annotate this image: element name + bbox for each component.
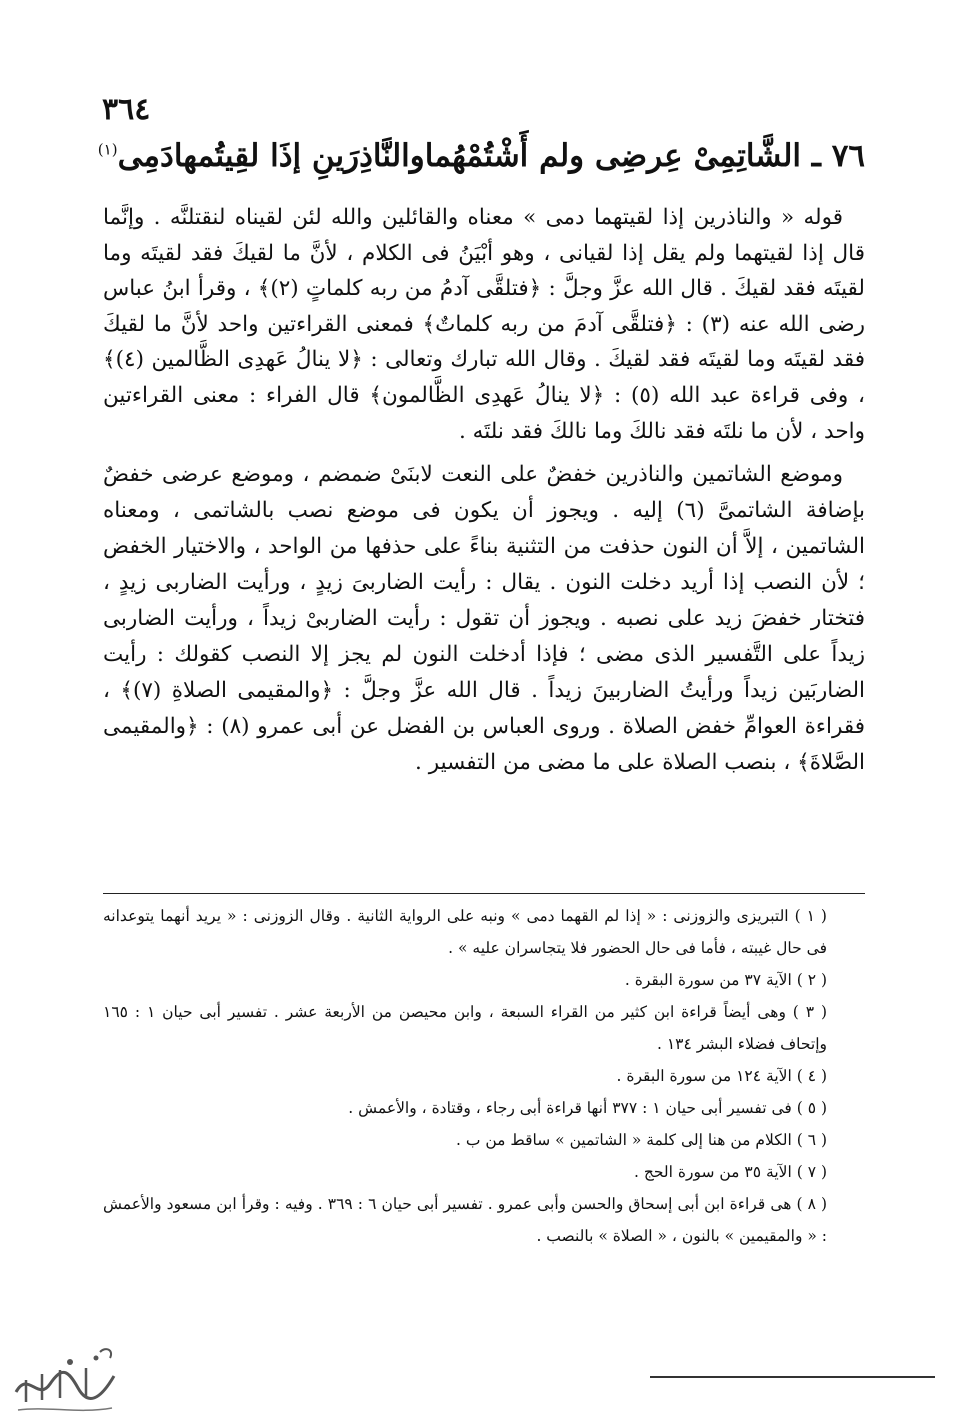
footnote-4: ( ٤ ) الآية ١٢٤ من سورة البقرة . xyxy=(616,1067,827,1085)
footnote-5: ( ٥ ) فى تفسير أبى حيان ١ : ٣٧٧ أنها قراءة أبى رجاء ، وقتادة ، والأعمش . xyxy=(348,1099,827,1117)
verse-heading xyxy=(97,138,865,174)
footnote-2: ( ٢ ) الآية ٣٧ من سورة البقرة . xyxy=(624,971,827,989)
commentary-paragraph-1: قوله « والناذرين إذا لقيتهما دمى » معناه والقائلين والله لئن لقيناه لنقتلنَّه . وإنَّما قال إذا لقيتهما ولم يقل إذا لقيانى ، وهو أبْيَنُ فى الكلام ، لأنَّ ما لقيكَ فقد لقيتَه وما لقيتَه فقد لقيكَ . قال الله عزَّ وجلَّ : ﴿فتلقَّى آدمُ من ربه كلماتٍ (٢)﴾ ، وقرأ ابنُ عباس رضى الله عنه (٣) : ﴿فتلقَّى آدمَ من ربه كلماتٌ﴾ فمعنى القراءتين واحد لأنَّ ما لقيكَ فقد لقيتَه وما لقيتَه فقد لقيكَ . وقال الله تبارك وتعالى : ﴿لا ينالُ عَهدِى الظَّالمين (٤)﴾ ، وفى قراءة عبد الله (٥) : ﴿لا ينالُ عَهدِى الظَّالمون﴾ قال الفراء : معنى القراءتين واحد ، لأن ما نلتَه فقد نالكَ وما نالكَ فقد نلتَه . xyxy=(103,205,865,444)
footnote-6: ( ٦ ) الكلام من هنا إلى كلمة « الشاتمين » ساقط من ب . xyxy=(456,1131,827,1149)
bottom-divider xyxy=(650,1376,935,1378)
verse-first-hemistich xyxy=(425,138,865,174)
footnote-7: ( ٧ ) الآية ٣٥ من سورة الحج . xyxy=(634,1163,827,1181)
verse-second-hemistich xyxy=(98,138,425,174)
page-number: ٣٦٤ xyxy=(102,92,151,127)
commentary-body xyxy=(103,200,865,781)
footnote-divider xyxy=(103,893,865,894)
verse-first-hemistich-text: ٧٦ ـ الشَّاتِمِىْ عِرضِى ولم أَشْتُمْهُما xyxy=(424,138,865,174)
footnote-1: ( ١ ) التبريزى والزوزنى : « إذا لم القهما دمى » ونبه على الرواية الثانية . وقال الزوزنى : « يريد أنهما يتوعدانه فى حال غيبته ، فأما فى حال الحضور فلا يتجاسران عليه » . xyxy=(103,907,827,957)
watermark-calligraphy-icon xyxy=(8,1340,123,1420)
footnotes-list xyxy=(103,900,865,1252)
commentary-paragraph-2: وموضع الشاتمين والناذرين خفضٌ على النعت لابنَىْ ضمضم ، وموضع عرضى خفضٌ بإضافة الشاتمىَّ (٦) إليه . ويجوز أن يكون فى موضع نصب بالشاتمى ، ومعناه الشاتمين ، إلاَّ أن النون حذفت من التثنية بناءً على حذفها من الواحد ، والاختيار الخفض ؛ لأن النصب إذا أريد دخلت النون . يقال : رأيت الضاربىَ زيدٍ ، ورأيت الضاربى زيدٍ ، فتختار خفضَ زيد على نصبه . ويجوز أن تقول : رأيت الضاربىْ زيداً ، ورأيت الضاربى زيداً على التَّفسير الذى مضى ؛ فإذا أدخلت النون لم يجز إلا النصب كقولك : رأيت الضاربَين زيداً ورأيتُ الضاربينَ زيداً . قال الله عزَّ وجلَّ : ﴿والمقيمى الصلاةِ (٧)﴾ ، فقراءة العوامِّ خفض الصلاة . وروى العباس بن الفضل عن أبى عمرو (٨) : ﴿والمقيمى الصَّلاةَ﴾ ، بنصب الصلاة على ما مضى من التفسير . xyxy=(103,462,866,776)
verse-footnote-ref: (١) xyxy=(97,140,118,159)
verse-second-hemistich-text: والنَّاذِرَينِ إذَا لقِيتُمهادَمِى xyxy=(117,138,425,174)
library-watermark-logo xyxy=(8,1340,123,1420)
footnote-3: ( ٣ ) وهى أيضاً قراءة ابن كثير من القراء السبعة ، وابن محيصن من الأربعة عشر . تفسير أبى حيان ١ : ١٦٥ وإتحاف فضلاء البشر ١٣٤ . xyxy=(103,1003,827,1053)
footnote-8: ( ٨ ) هى قراءة ابن أبى إسحاق والحسن وأبى عمرو . تفسير أبى حيان ٦ : ٣٦٩ . وفيه : وقرأ ابن مسعود والأعمش : « والمقيمين » بالنون ، « الصلاة » بالنصب . xyxy=(103,1195,828,1245)
